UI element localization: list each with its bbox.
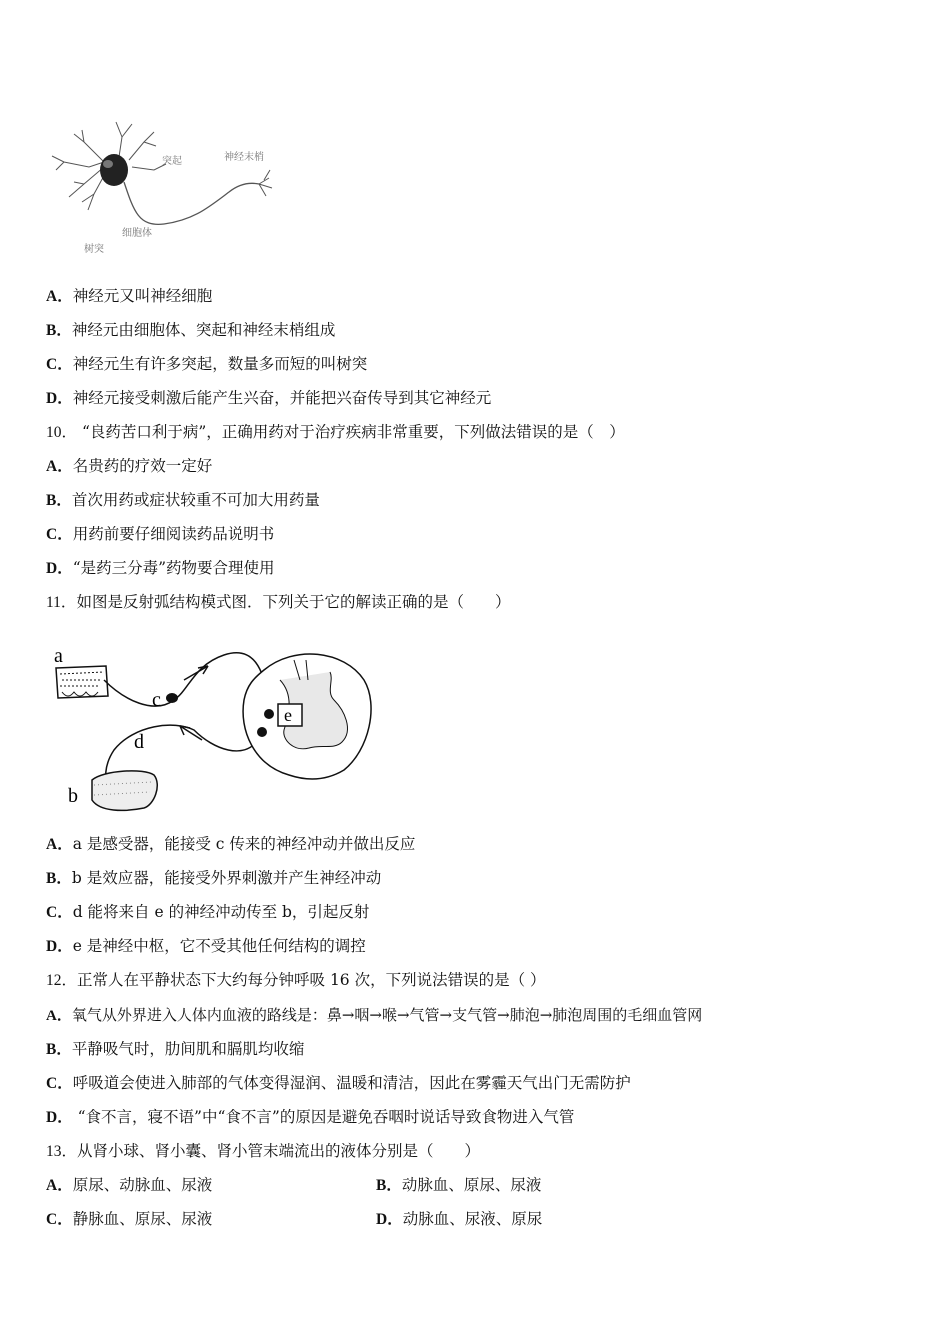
q11-option-a: A．a 是感受器，能接受 c 传来的神经冲动并做出反应 <box>46 835 416 853</box>
q11-option-c: C．d 能将来自 e 的神经冲动传至 b，引起反射 <box>46 903 370 921</box>
q13-option-d: D．动脉血、尿液、原尿 <box>376 1210 543 1228</box>
spinal-cord-shape <box>243 654 371 779</box>
q9-option-b: B．神经元由细胞体、突起和神经末梢组成 <box>46 321 336 339</box>
q12-stem: 12．正常人在平静状态下大约每分钟呼吸 16 次，下列说法错误的是（ ） <box>46 971 546 989</box>
q10-option-a: A．名贵药的疗效一定好 <box>46 457 213 475</box>
reflex-arc-figure <box>44 640 384 815</box>
q12-option-a: A．氧气从外界进入人体内血液的路线是：鼻→咽→喉→气管→支气管→肺泡→肺泡周围的毛细血管网 <box>46 1006 703 1024</box>
q13-option-b: B．动脉血、原尿、尿液 <box>376 1176 542 1194</box>
q13-option-a: A．原尿、动脉血、尿液 <box>46 1176 213 1194</box>
label-a: a <box>54 645 63 667</box>
q10-option-d: D．“是药三分毒”药物要合理使用 <box>46 559 275 577</box>
neuron-label-process: 突起 <box>162 156 182 167</box>
effector-b-shape <box>92 771 157 811</box>
q12-option-b: B．平静吸气时，肋间肌和膈肌均收缩 <box>46 1040 305 1058</box>
receptor-a-shape <box>56 666 108 698</box>
q9-option-c: C．神经元生有许多突起，数量多而短的叫树突 <box>46 355 368 373</box>
q12-option-c: C．呼吸道会使进入肺部的气体变得湿润、温暖和清洁，因此在雾霾天气出门无需防护 <box>46 1074 631 1092</box>
label-e: e <box>284 705 292 725</box>
q11-stem: 11．如图是反射弧结构模式图．下列关于它的解读正确的是（ ） <box>46 593 511 611</box>
cell-body-shape <box>100 154 128 186</box>
label-d: d <box>134 731 144 753</box>
q13-option-c: C．静脉血、原尿、尿液 <box>46 1210 213 1228</box>
ganglion-c-shape <box>166 693 178 703</box>
neuron-figure <box>44 112 284 257</box>
neuron-label-nerve-ending: 神经末梢 <box>224 152 264 163</box>
q13-stem: 13．从肾小球、肾小囊、肾小管末端流出的液体分别是（ ） <box>46 1142 481 1160</box>
q10-stem: 10． “良药苦口利于病”，正确用药对于治疗疾病非常重要，下列做法错误的是（ ） <box>46 423 625 441</box>
q10-option-b: B．首次用药或症状较重不可加大用药量 <box>46 491 320 509</box>
q10-option-c: C．用药前要仔细阅读药品说明书 <box>46 525 275 543</box>
label-c: c <box>152 689 161 711</box>
q12-option-d: D． “食不言，寝不语”中“食不言”的原因是避免吞咽时说话导致食物进入气管 <box>46 1108 575 1126</box>
label-b: b <box>68 785 78 807</box>
q11-option-b: B．b 是效应器，能接受外界刺激并产生神经冲动 <box>46 869 382 887</box>
q9-option-d: D．神经元接受刺激后能产生兴奋，并能把兴奋传导到其它神经元 <box>46 389 492 407</box>
q9-option-a: A．神经元又叫神经细胞 <box>46 287 213 305</box>
neuron-label-dendrite: 树突 <box>84 244 104 255</box>
q11-option-d: D．e 是神经中枢，它不受其他任何结构的调控 <box>46 937 366 955</box>
neuron-label-cell-body: 细胞体 <box>122 228 152 239</box>
